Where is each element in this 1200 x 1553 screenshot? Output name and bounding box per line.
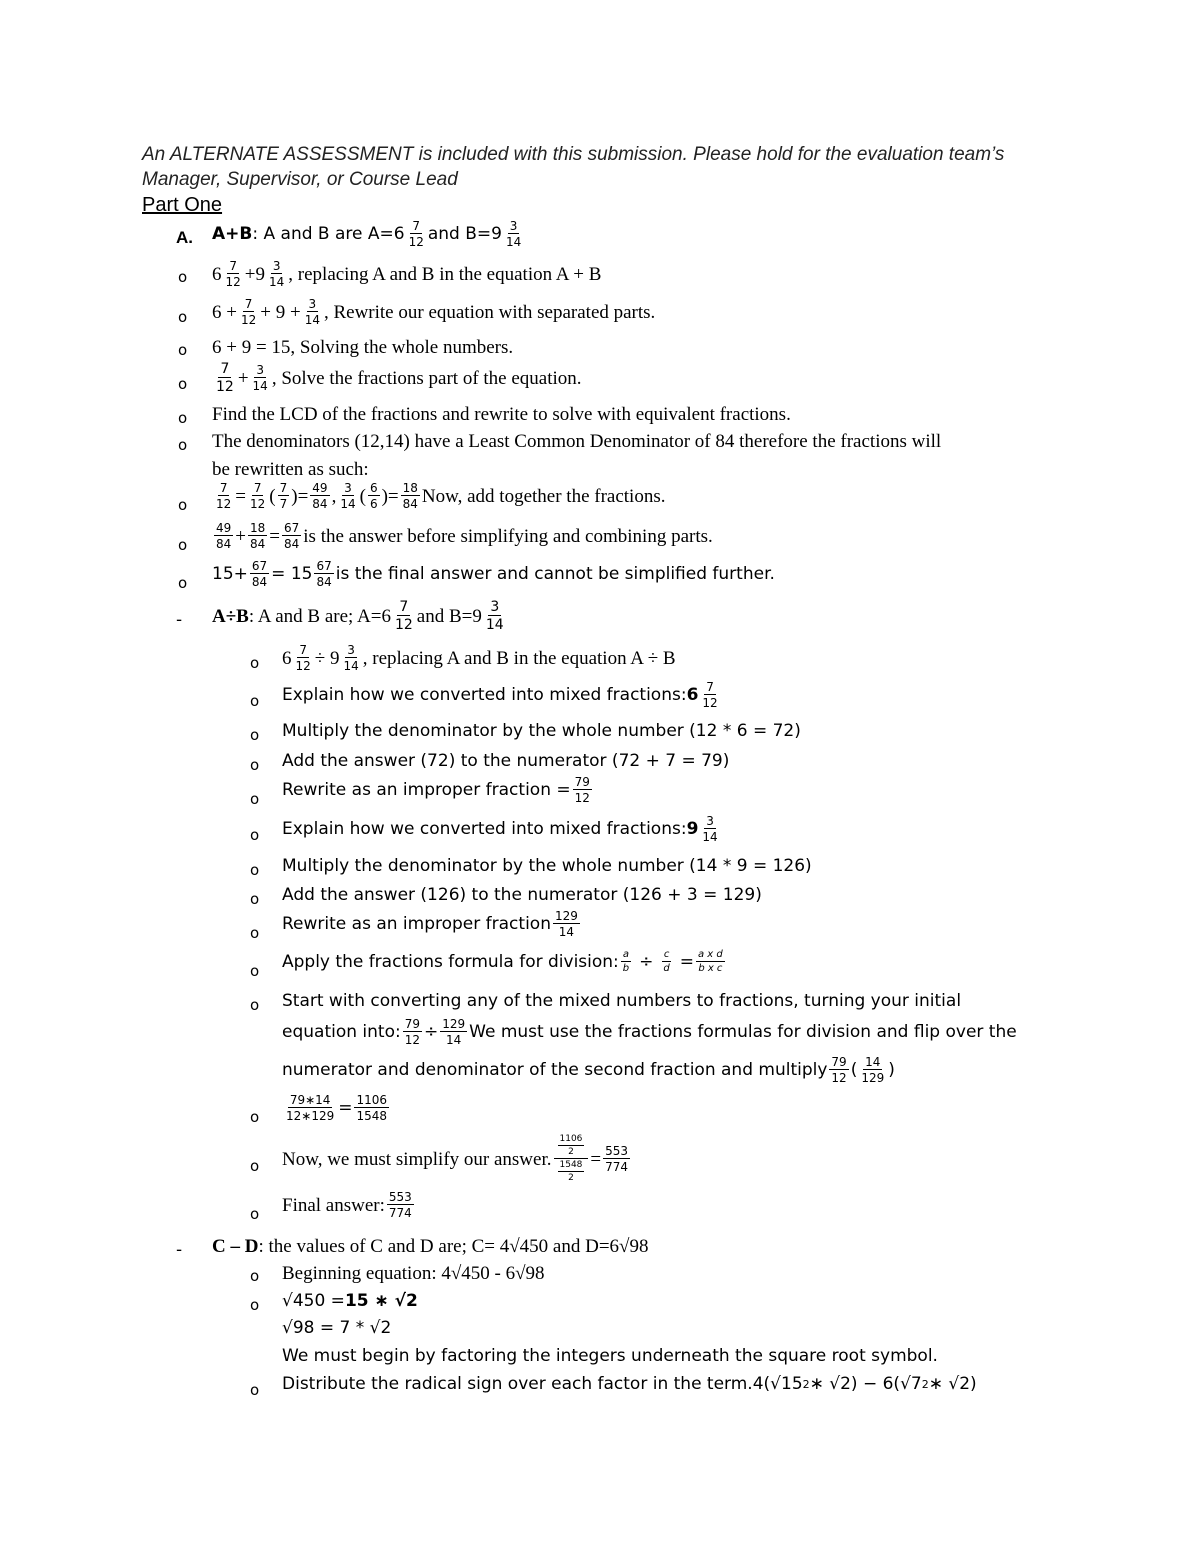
bullet: o [178,574,188,592]
step-line-continued: be rewritten as such: [212,459,369,480]
step-line-continued: numerator and denominator of the second fraction and multiply 79 12 ( 14 129 ) [282,1055,895,1085]
step-line: Distribute the radical sign over each factor in the term. 4(√15 2 ∗ √2) − 6(√7 2 ∗ √2) [282,1374,977,1394]
bullet: o [250,790,260,808]
bullet: o [250,1296,260,1314]
submission-notice: An ALTERNATE ASSESSMENT is included with this submission. Please hold for the evaluation team’s Manager, Supervisor, or Course Lead [142,144,1005,190]
section-c-heading: C – D : the values of C and D are; C= 4√450 and D=6√98 [212,1236,649,1257]
step-line: Rewrite as an improper fraction = $\frac{79}{12}$ [282,775,590,805]
section-a-intro: : A and B are A=6 [252,223,405,244]
bullet: o [250,826,260,844]
bullet: o [250,861,260,879]
step-line: Rewrite as an improper fraction 129 14 [282,909,578,939]
step-line: 6 + 9 = 15, Solving the whole numbers. [212,337,514,358]
step-line: 6 7 12 +9 3 14 , replacing A and B in the equation A + B [212,259,602,289]
step-line: 49 84 + $\frac{18}{84}$ = $\frac{67}{84}$ is the answer before simplifying and combining parts. [216,521,713,551]
bullet: o [178,436,188,454]
bullet: o [250,1157,260,1175]
dash-marker: - [176,610,183,630]
bullet: o [178,341,188,359]
bullet: o [250,692,260,710]
step-line: Add the answer (72) to the numerator (72 + 7 = 79) [282,751,730,771]
section-a-title: A+B [212,223,253,244]
bullet: o [250,1267,260,1285]
step-line: Explain how we converted into mixed fractions: 9 3 14 [282,814,718,844]
section-c-title: C – D [212,1236,259,1257]
bullet: o [250,962,260,980]
bullet: o [250,924,260,942]
bullet: o [250,726,260,744]
step-line: 6 $\frac{7}{12}$ ÷ 9 3 14 , replacing A and B in the equation A ÷ B [282,643,676,673]
section-b-heading: A÷B : A and B are; A=6 7 12 and B=9 3 14 [212,599,504,633]
step-line: Apply the fractions formula for division: a b ÷ c d = $\frac{\text{a x d}}{\text{b x c}}$ [282,949,723,974]
fraction: 3 14 [505,219,522,249]
bullet: o [250,890,260,908]
step-line: Find the LCD of the fractions and rewrite to solve with equivalent fractions. [212,404,791,425]
bullet: o [250,654,260,672]
part-one-heading: Part One [142,194,223,216]
bullet: o [178,375,188,393]
bullet: o [250,756,260,774]
step-line-continued: We must begin by factoring the integers underneath the square root symbol. [282,1346,938,1366]
bullet: o [250,1108,260,1126]
section-a-heading [212,220,525,248]
step-line: Add the answer (126) to the numerator (126 + 3 = 129) [282,885,762,905]
bullet: o [250,1381,260,1399]
step-line: $\frac{7}{12}$ = $\frac{7}{12}$ ( 7 7 ) = $\frac{49}{84}$ , 3 14 ( 6 6 ) = $\frac{18}{84}$ Now, add together the fractions. [216,481,666,511]
fraction: 7 12 [408,219,424,249]
section-a-mid: and B=9 [427,223,502,244]
bullet: o [250,1205,260,1223]
final-answer: Final answer: 553 774 [282,1190,412,1220]
step-line-continued: √98 = 7 * √2 [282,1318,392,1338]
step-line: Multiply the denominator by the whole number (12 * 6 = 72) [282,721,801,741]
step-line: Start with converting any of the mixed numbers to fractions, turning your initial [282,991,962,1011]
step-line: 7 12 + $\frac{3}{14}$ , Solve the fractions part of the equation. [216,361,582,395]
dash-marker: - [176,1240,183,1260]
bullet: o [178,496,188,514]
bullet: o [250,996,260,1014]
step-line: 15+ $\frac{67}{84}$ = 15 67 84 is the final answer and cannot be simplified further. [212,559,775,589]
step-line: Now, we must simplify our answer. $\frac{\frac{1106}{2}}{\frac{1548}{2}}$ = $\frac{553}{774}$ [282,1134,629,1183]
step-line: The denominators (12,14) have a Least Common Denominator of 84 therefore the fractions will [212,431,942,452]
step-line: √450 = 15 ∗ √2 [282,1291,418,1311]
step-line: $\frac{79∗14}{12∗129}$ = $\frac{1106}{1548}$ [286,1093,388,1123]
section-a-marker: A. [176,228,193,247]
bullet: o [178,268,188,286]
step-line: Beginning equation: 4√450 - 6√98 [282,1263,545,1284]
bullet: o [178,536,188,554]
bullet: o [178,308,188,326]
step-line-continued: equation into: $\frac{79}{12}$ ÷ $\frac{129}{14}$ We must use the fractions formulas for division and flip over the [282,1017,1017,1047]
step-line: Explain how we converted into mixed fractions: 6 7 12 [282,680,718,710]
bullet: o [178,409,188,427]
step-line: 6 + $\frac{7}{12}$ + 9 + $\frac{3}{14}$ , Rewrite our equation with separated parts. [212,297,656,327]
step-line: Multiply the denominator by the whole number (14 * 9 = 126) [282,856,812,876]
section-b-title: A÷B [212,605,249,627]
